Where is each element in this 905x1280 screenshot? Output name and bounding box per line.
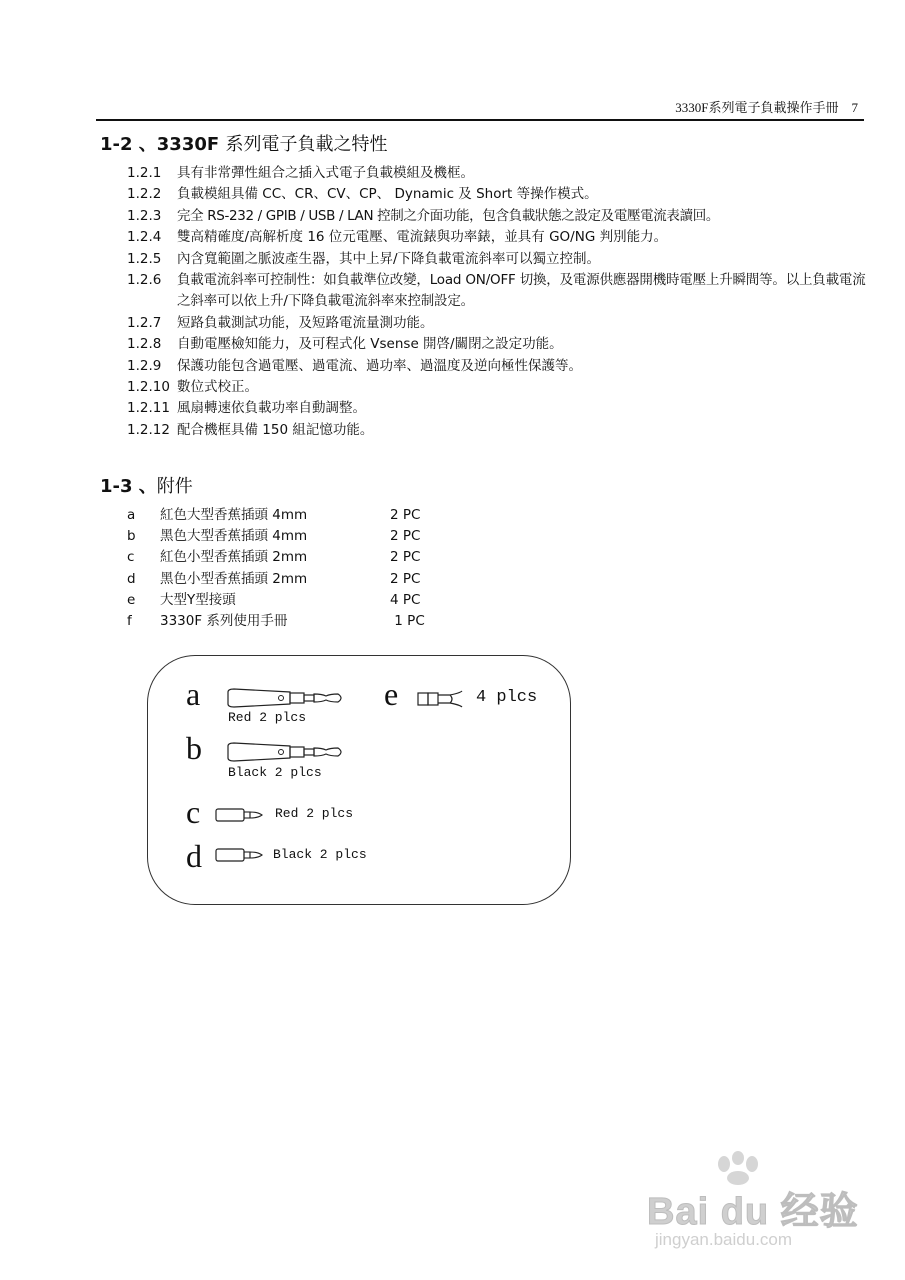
large-banana-plug-icon (226, 686, 356, 710)
small-banana-plug-icon (214, 846, 270, 864)
feature-item (127, 377, 867, 398)
feature-item (127, 206, 867, 227)
accessory-letter: a (127, 507, 136, 523)
accessory-letter: c (127, 549, 135, 566)
section-heading: 附件 (156, 476, 193, 497)
feature-text: 具有非常彈性組合之插入式電子負載模組及機框。 (177, 165, 474, 181)
accessory-qty: 2 PC (390, 528, 421, 545)
accessory-row (127, 505, 527, 526)
accessory-qty: 4 PC (390, 591, 421, 608)
feature-number: 1.2.4 (127, 229, 162, 246)
figure-label-c: Red 2 plcs (275, 806, 354, 821)
figure-label-d: Black 2 plcs (273, 847, 367, 862)
figure-label-a: Red 2 plcs (228, 710, 307, 725)
accessory-letter: d (127, 570, 136, 587)
figure-letter-c: c (186, 794, 201, 830)
accessory-qty: 1 PC (390, 613, 425, 630)
feature-text: 負載電流斜率可控制性：如負載準位改變，Load ON/OFF 切換，及電源供應器開機時電壓上升瞬間等。以上負載電流之斜率可以依上升/下降負載電流斜率來控制設定。 (177, 272, 866, 310)
feature-item (127, 227, 867, 248)
watermark-url: jingyan.baidu.com (655, 1230, 793, 1249)
feature-number: 1.2.9 (127, 357, 162, 374)
figure-letter-d: d (186, 838, 202, 874)
feature-number: 1.2.3 (127, 207, 162, 224)
figure-letter-a: a (186, 676, 201, 712)
feature-text: 自動電壓檢知能力，及可程式化 Vsense 開啓/關閉之設定功能。 (177, 336, 563, 353)
accessory-name: 紅色小型香蕉插頭 2mm (160, 549, 308, 566)
accessory-letter: e (127, 591, 136, 608)
accessory-name: 大型Y型接頭 (160, 591, 236, 608)
feature-text: 保護功能包含過電壓、過電流、過功率、過溫度及逆向極性保護等。 (177, 357, 582, 374)
accessory-qty: 2 PC (390, 549, 421, 566)
feature-text: 內含寬範圍之脈波產生器，其中上昇/下降負載電流斜率可以獨立控制。 (177, 250, 601, 267)
feature-number: 1.2.5 (127, 250, 162, 267)
accessory-name: 紅色大型香蕉插頭 4mm (160, 507, 308, 523)
y-terminal-icon (416, 689, 466, 709)
accessory-qty: 2 PC (390, 507, 421, 523)
section-number: 1-3 、 (100, 476, 157, 497)
baidu-watermark (640, 1150, 880, 1260)
feature-item (127, 334, 867, 355)
feature-item (127, 420, 867, 441)
feature-item (127, 249, 867, 270)
page-header (96, 97, 864, 121)
feature-number: 1.2.11 (127, 400, 170, 417)
section-title-features (100, 130, 387, 156)
feature-number: 1.2.7 (127, 314, 162, 331)
feature-number: 1.2.2 (127, 186, 162, 203)
section-number: 1-2 、3330F (100, 134, 226, 155)
feature-item (127, 163, 867, 184)
feature-number: 1.2.10 (127, 379, 170, 396)
feature-number: 1.2.12 (127, 421, 170, 438)
accessory-row (127, 526, 527, 547)
feature-item (127, 356, 867, 377)
feature-text: 短路負載測試功能，及短路電流量測功能。 (177, 314, 434, 331)
feature-text: 雙高精確度/高解析度 16 位元電壓、電流錶與功率錶，並具有 GO/NG 判別能力。 (177, 229, 668, 246)
accessory-name: 黑色小型香蕉插頭 2mm (160, 570, 308, 587)
feature-number: 1.2.8 (127, 336, 162, 353)
feature-item (127, 398, 867, 419)
feature-text: 配合機框具備 150 組記憶功能。 (177, 421, 374, 438)
accessory-name: 3330F 系列使用手冊 (160, 613, 288, 630)
section-title-accessories (100, 472, 193, 498)
accessory-figure (147, 655, 571, 905)
feature-item (127, 184, 867, 205)
figure-letter-e: e (384, 676, 399, 712)
figure-label-b: Black 2 plcs (228, 765, 322, 780)
section-heading: 系列電子負載之特性 (225, 134, 388, 155)
figure-label-e: 4 plcs (476, 688, 538, 707)
accessory-row (127, 569, 527, 590)
accessory-letter: b (127, 528, 136, 545)
feature-number: 1.2.6 (127, 272, 162, 289)
accessory-letter: f (127, 613, 132, 630)
feature-list (127, 163, 867, 441)
small-banana-plug-icon (214, 806, 270, 824)
feature-text: 風扇轉速依負載功率自動調整。 (177, 400, 366, 417)
accessory-qty: 2 PC (390, 570, 421, 587)
accessory-list (127, 505, 527, 632)
feature-item (127, 270, 867, 313)
feature-text: 負載模組具備 CC、CR、CV、CP、 Dynamic 及 Short 等操作模式。 (177, 186, 598, 203)
feature-number: 1.2.1 (127, 165, 162, 181)
feature-text: 數位式校正。 (177, 379, 258, 396)
watermark-brand: Bai du 经验 (647, 1191, 859, 1233)
accessory-row (127, 590, 527, 611)
header-title: 3330F系列電子負載操作手冊 7 (675, 100, 858, 115)
large-banana-plug-icon (226, 740, 356, 764)
feature-item (127, 313, 867, 334)
accessory-name: 黑色大型香蕉插頭 4mm (160, 528, 308, 545)
feature-text: 完全 RS-232 / GPIB / USB / LAN 控制之介面功能，包含負載狀態之設定及電壓電流表讀回。 (177, 207, 720, 224)
figure-letter-b: b (186, 730, 202, 766)
accessory-row (127, 547, 527, 568)
accessory-row (127, 611, 527, 632)
